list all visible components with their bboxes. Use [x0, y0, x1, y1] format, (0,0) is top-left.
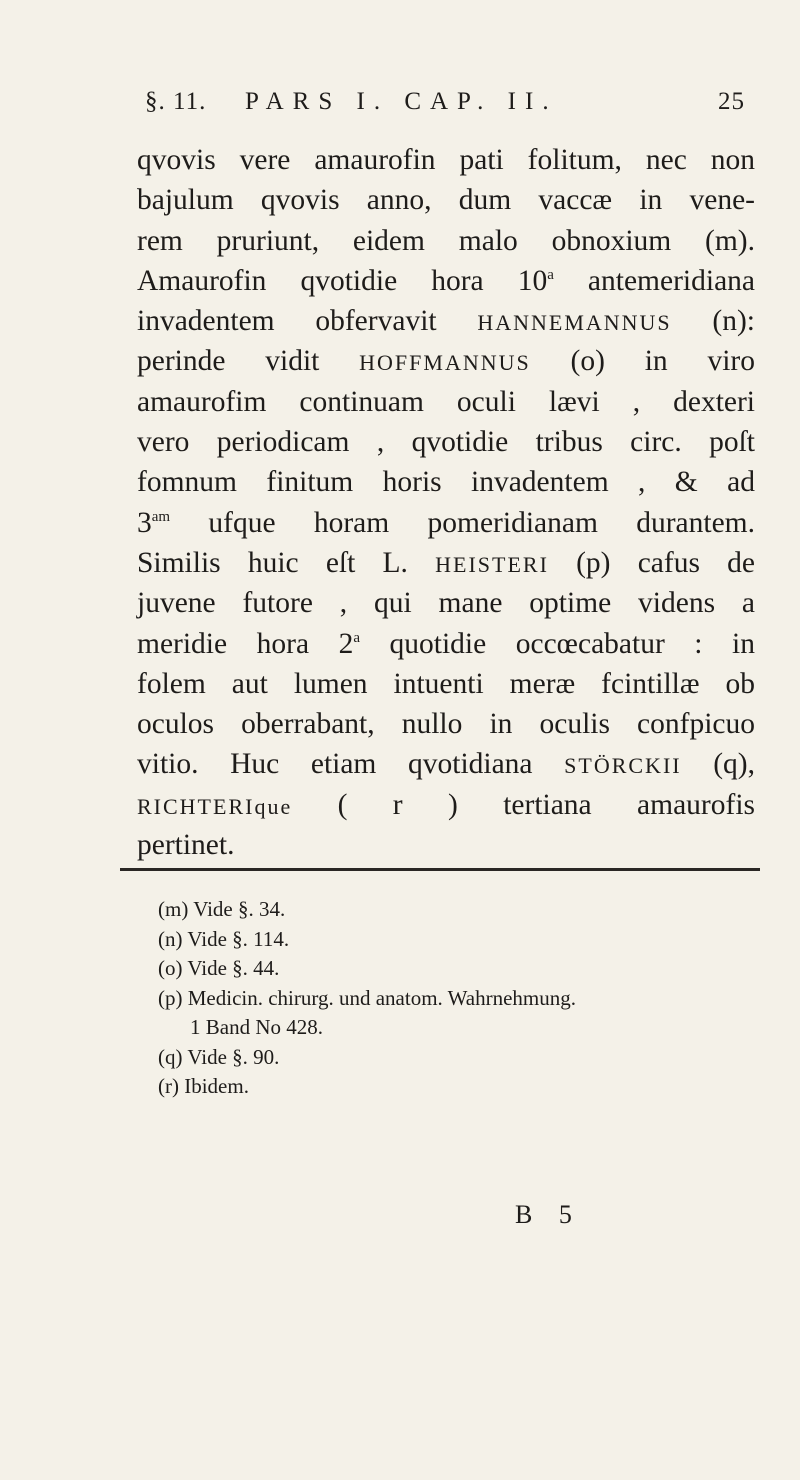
signature-mark: B 5	[515, 1200, 582, 1229]
text-line: meridie hora 2$^a$ quotidie occœcabatur : in	[137, 627, 755, 660]
author-name: HOFFMANNUS	[359, 350, 531, 376]
text-line: Similis huic eſt L. HEISTERI (p) cafus de	[137, 546, 755, 579]
footnote: (o) Vide §. 44.	[158, 956, 280, 980]
footnote: (m) Vide §. 34.	[158, 897, 286, 921]
footnote: (q) Vide §. 90.	[158, 1044, 280, 1069]
text-line: pertinet.	[137, 829, 235, 862]
author-name: HANNEMANNUS	[477, 310, 672, 336]
text-line: rem pruriunt, eidem malo obnoxium (m).	[137, 224, 755, 257]
text-line: vitio. Huc etiam qvotidiana STÖRCKII (q),	[137, 748, 755, 781]
text-line: fomnum finitum horis invadentem , & ad	[137, 466, 755, 499]
page-number: 25	[718, 88, 745, 115]
author-name: HEISTERI	[435, 551, 549, 577]
footnote: (n) Vide §. 114.	[158, 926, 290, 951]
main-text	[137, 140, 755, 865]
text-line: invadentem obfervavit HANNEMANNUS (n):	[137, 305, 755, 338]
text-line: qvovis vere amaurofin pati folitum, nec non	[137, 144, 755, 176]
footnote: (p) Medicin. chirurg. und anatom. Wahrnehmung.	[158, 985, 577, 1010]
author-name: RICHTERIque	[137, 793, 293, 819]
footnote: (r) Ibidem.	[158, 1074, 249, 1098]
text-line: oculos oberrabant, nullo in oculis confpicuo	[137, 708, 755, 741]
text-line: amaurofim continuam oculi lævi , dexteri	[137, 385, 755, 418]
text-line: perinde vidit HOFFMANNUS (o) in viro	[137, 345, 755, 378]
text-line: juvene futore , qui mane optime videns a	[137, 587, 755, 620]
text-line: folem aut lumen intuenti meræ fcintillæ ob	[137, 667, 755, 700]
text-line: Amaurofin qvotidie hora 10$^a$ antemeridiana	[137, 264, 756, 297]
footnote-continuation: 1 Band No 428.	[190, 1015, 323, 1039]
footnote-divider	[120, 868, 760, 871]
running-title: PARS I. CAP. II.	[245, 88, 558, 115]
section-number: §. 11.	[145, 88, 207, 115]
text-line: RICHTERIque ( r ) tertiana amaurofis	[137, 788, 755, 821]
running-header	[145, 88, 745, 122]
footnotes	[158, 895, 758, 1102]
text-line: bajulum qvovis anno, dum vaccæ in vene-	[137, 184, 755, 217]
author-name: STÖRCKII	[564, 753, 682, 779]
text-line: $3^{am}$ ufque horam pomeridianam durantem.	[137, 506, 755, 539]
text-line: vero periodicam , qvotidie tribus circ. poſt	[137, 426, 755, 459]
